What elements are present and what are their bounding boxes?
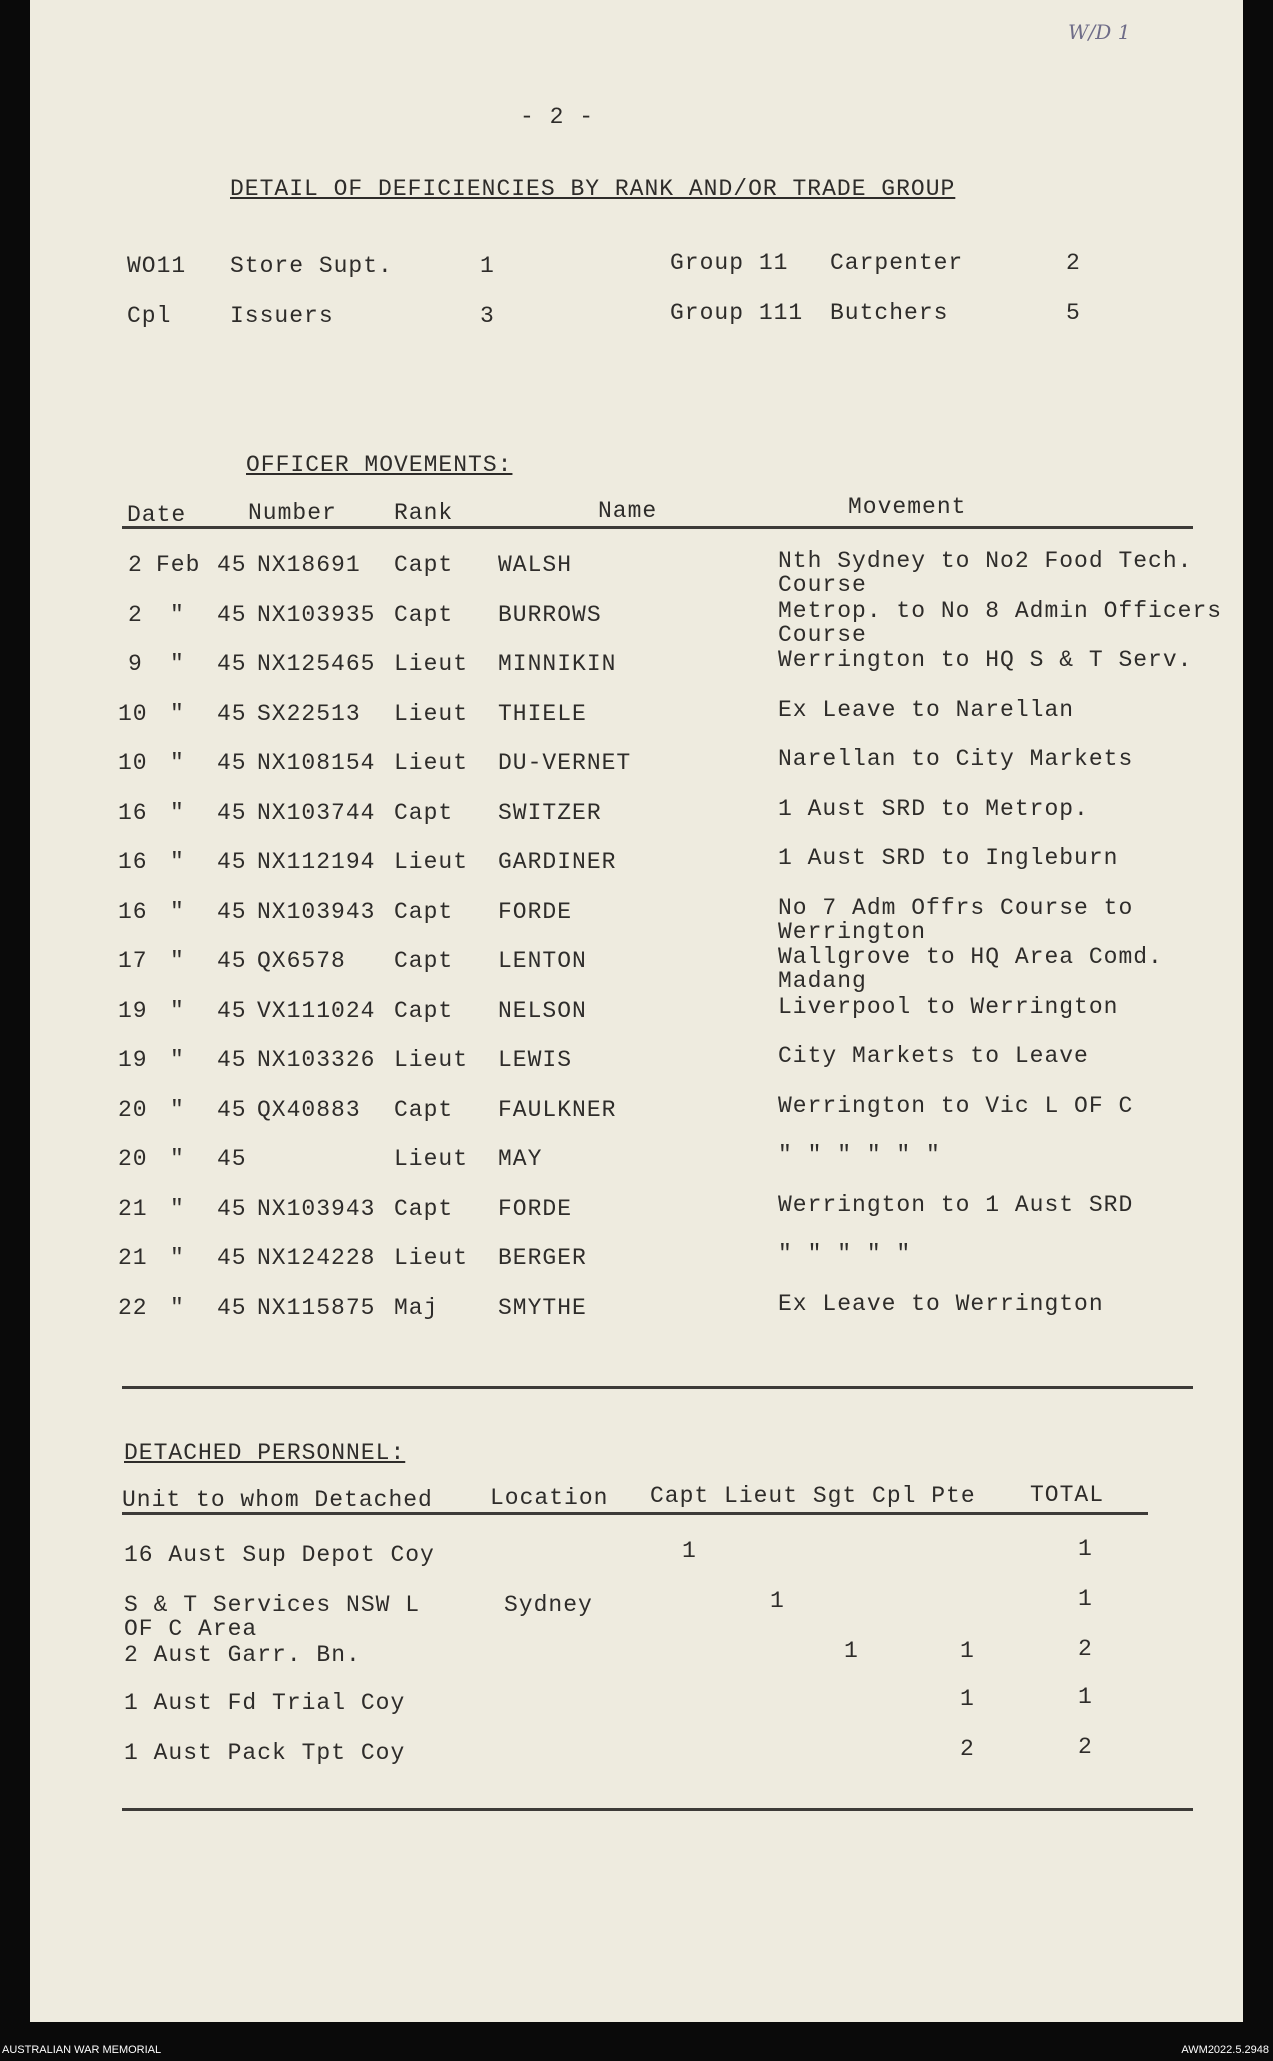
movement-rank: Maj	[394, 1294, 439, 1321]
document-page	[30, 0, 1243, 2022]
detached-personnel-title: DETACHED PERSONNEL:	[124, 1440, 406, 1466]
movement-name: BURROWS	[498, 601, 602, 628]
movement-year: 45	[217, 651, 247, 677]
deficiency-trade: Carpenter	[830, 250, 964, 276]
movement-description-cont: Madang	[778, 968, 867, 994]
movement-name: LEWIS	[498, 1047, 573, 1073]
movement-name: BERGER	[498, 1245, 587, 1271]
movement-number: QX6578	[257, 948, 346, 974]
movement-year: 45	[217, 849, 247, 875]
movement-year: 45	[217, 552, 247, 578]
movement-day: 21	[118, 1245, 148, 1271]
deficiencies-title: DETAIL OF DEFICIENCIES BY RANK AND/OR TRADE GROUP	[230, 176, 956, 202]
movement-month: "	[170, 651, 185, 677]
movement-description: Liverpool to Werrington	[778, 993, 1119, 1020]
movement-description: " " " " " "	[778, 1142, 941, 1168]
header-rank: Rank	[394, 500, 454, 526]
movement-day: 20	[118, 1096, 148, 1123]
officer-movements-title: OFFICER MOVEMENTS:	[246, 452, 513, 478]
movement-rank: Capt	[394, 1195, 454, 1222]
movement-rank: Capt	[394, 1096, 454, 1123]
movement-description: No 7 Adm Offrs Course to	[778, 894, 1134, 921]
footer-left: AUSTRALIAN WAR MEMORIAL	[2, 2044, 162, 2056]
movement-number: QX40883	[257, 1096, 361, 1123]
detached-total: 1	[1078, 1536, 1093, 1562]
movement-description: 1 Aust SRD to Metrop.	[778, 795, 1089, 822]
detached-pte: 2	[960, 1736, 975, 1762]
movement-rank: Lieut	[394, 750, 469, 776]
movement-day: 10	[118, 750, 148, 776]
movement-year: 45	[217, 1047, 247, 1073]
footer-right: AWM2022.5.2948	[1181, 2044, 1269, 2056]
detached-unit: 16 Aust Sup Depot Coy	[124, 1542, 435, 1568]
deficiency-count: 1	[480, 253, 495, 279]
movement-number: NX112194	[257, 849, 376, 875]
detached-sgt: 1	[844, 1638, 859, 1664]
movement-day: 16	[118, 898, 148, 925]
movement-description-cont: Course	[778, 621, 867, 648]
movement-description: Werrington to Vic L OF C	[778, 1092, 1134, 1119]
movement-year: 45	[217, 1195, 247, 1222]
movement-month: "	[170, 799, 185, 826]
movement-month: "	[170, 898, 185, 925]
movement-number: NX124228	[257, 1245, 376, 1271]
movement-description: Wallgrove to HQ Area Comd.	[778, 944, 1163, 970]
movement-number: NX103935	[257, 601, 376, 628]
header-movement: Movement	[848, 494, 967, 520]
movement-day: 16	[118, 799, 148, 826]
deficiency-trade-count: 2	[1066, 250, 1081, 276]
detached-unit: 1 Aust Fd Trial Coy	[124, 1690, 406, 1716]
deficiency-rank: WO11	[127, 253, 187, 279]
movement-name: SWITZER	[498, 799, 602, 826]
movement-description: " " " " "	[778, 1241, 912, 1267]
movement-month: "	[170, 1195, 185, 1222]
movement-year: 45	[217, 948, 247, 974]
movement-day: 17	[118, 948, 148, 974]
movement-month: "	[170, 849, 185, 875]
movement-description: Narellan to City Markets	[778, 746, 1134, 772]
movement-year: 45	[217, 799, 247, 826]
movement-month: "	[170, 750, 185, 776]
movement-year: 45	[217, 1096, 247, 1123]
movement-day: 21	[118, 1195, 148, 1222]
movement-name: THIELE	[498, 700, 587, 727]
detached-header-rule	[122, 1512, 1148, 1515]
movement-name: MAY	[498, 1146, 543, 1172]
movement-year: 45	[217, 1146, 247, 1172]
movement-name: GARDINER	[498, 849, 617, 875]
movement-number: NX103943	[257, 1195, 376, 1222]
movement-day: 19	[118, 997, 148, 1024]
header-ranks: Capt Lieut Sgt Cpl Pte	[650, 1483, 976, 1509]
movement-month: "	[170, 1245, 185, 1271]
movement-rank: Lieut	[394, 1245, 469, 1271]
movement-rank: Capt	[394, 552, 454, 578]
detached-unit: S & T Services NSW L	[124, 1592, 421, 1618]
movement-name: DU-VERNET	[498, 750, 632, 776]
movement-month: "	[170, 1047, 185, 1073]
movement-month: Feb	[156, 552, 201, 578]
movement-year: 45	[217, 898, 247, 925]
movement-rank: Capt	[394, 601, 454, 628]
movement-month: "	[170, 700, 185, 727]
header-unit: Unit to whom Detached	[122, 1487, 433, 1513]
movement-year: 45	[217, 700, 247, 727]
movement-name: FORDE	[498, 898, 573, 925]
detached-total: 2	[1078, 1734, 1093, 1760]
movement-month: "	[170, 601, 185, 628]
deficiency-group: Group 11	[670, 250, 789, 276]
corner-note: W/D 1	[1068, 20, 1131, 44]
movement-day: 20	[118, 1146, 148, 1172]
movement-description: Ex Leave to Narellan	[778, 696, 1075, 723]
header-name: Name	[598, 498, 658, 524]
movement-rank: Lieut	[394, 1146, 469, 1172]
movement-day: 19	[118, 1047, 148, 1073]
movement-number: VX111024	[257, 997, 376, 1024]
detached-total: 2	[1078, 1636, 1093, 1662]
movement-year: 45	[217, 601, 247, 628]
movement-day: 10	[118, 700, 148, 727]
movement-description: Ex Leave to Werrington	[778, 1290, 1104, 1317]
detached-end-rule	[122, 1808, 1193, 1811]
movement-number: NX103744	[257, 799, 376, 826]
detached-unit-cont: OF C Area	[124, 1616, 258, 1642]
detached-pte: 1	[960, 1686, 975, 1712]
header-total: TOTAL	[1030, 1482, 1105, 1508]
movement-month: "	[170, 1146, 185, 1172]
header-date: Date	[127, 502, 187, 528]
movement-year: 45	[217, 1294, 247, 1321]
movement-name: WALSH	[498, 552, 573, 578]
movement-description: City Markets to Leave	[778, 1043, 1089, 1069]
movement-name: NELSON	[498, 997, 587, 1024]
movement-year: 45	[217, 997, 247, 1024]
movements-end-rule	[122, 1386, 1193, 1389]
movement-day: 16	[118, 849, 148, 875]
movement-rank: Lieut	[394, 700, 469, 727]
detached-total: 1	[1078, 1586, 1093, 1612]
movement-description: Werrington to HQ S & T Serv.	[778, 647, 1193, 673]
movement-year: 45	[217, 1245, 247, 1271]
deficiency-role: Store Supt.	[230, 253, 393, 279]
movement-description: Werrington to 1 Aust SRD	[778, 1191, 1134, 1218]
movement-rank: Lieut	[394, 651, 469, 677]
movement-description: Nth Sydney to No2 Food Tech.	[778, 548, 1193, 574]
movement-number: NX125465	[257, 651, 376, 677]
movement-name: FORDE	[498, 1195, 573, 1222]
movement-day: 22	[118, 1294, 148, 1321]
movement-year: 45	[217, 750, 247, 776]
movement-number: SX22513	[257, 700, 361, 727]
movement-description: 1 Aust SRD to Ingleburn	[778, 845, 1119, 871]
deficiency-role: Issuers	[230, 303, 334, 329]
movement-number: NX115875	[257, 1294, 376, 1321]
deficiency-trade: Butchers	[830, 300, 949, 326]
movement-rank: Capt	[394, 898, 454, 925]
movement-name: FAULKNER	[498, 1096, 617, 1123]
movement-month: "	[170, 1294, 185, 1321]
movements-header-rule	[122, 526, 1193, 529]
deficiency-group: Group 111	[670, 300, 804, 326]
movement-description: Metrop. to No 8 Admin Officers	[778, 597, 1223, 624]
movement-day: 2	[128, 601, 143, 628]
movement-month: "	[170, 948, 185, 974]
movement-description-cont: Course	[778, 572, 867, 598]
movement-number: NX18691	[257, 552, 361, 578]
detached-lieut: 1	[770, 1588, 785, 1614]
movement-rank: Lieut	[394, 849, 469, 875]
header-location: Location	[490, 1485, 609, 1511]
movement-day: 9	[128, 651, 143, 677]
detached-unit: 1 Aust Pack Tpt Coy	[124, 1740, 406, 1766]
deficiency-trade-count: 5	[1066, 300, 1081, 326]
deficiency-count: 3	[480, 303, 495, 329]
detached-location: Sydney	[504, 1592, 593, 1618]
header-number: Number	[248, 500, 337, 526]
movement-name: MINNIKIN	[498, 651, 617, 677]
deficiency-rank: Cpl	[127, 303, 172, 329]
movement-rank: Capt	[394, 948, 454, 974]
movement-number: NX108154	[257, 750, 376, 776]
detached-pte: 1	[960, 1638, 975, 1664]
movement-name: SMYTHE	[498, 1294, 587, 1321]
detached-capt: 1	[682, 1538, 697, 1564]
movement-number: NX103326	[257, 1047, 376, 1073]
movement-description-cont: Werrington	[778, 918, 927, 945]
detached-total: 1	[1078, 1684, 1093, 1710]
movement-month: "	[170, 1096, 185, 1123]
movement-day: 2	[128, 552, 143, 578]
movement-number: NX103943	[257, 898, 376, 925]
movement-rank: Lieut	[394, 1047, 469, 1073]
movement-name: LENTON	[498, 948, 587, 974]
page-number: - 2 -	[520, 104, 595, 130]
movement-rank: Capt	[394, 799, 454, 826]
movement-month: "	[170, 997, 185, 1024]
movement-rank: Capt	[394, 997, 454, 1024]
detached-unit: 2 Aust Garr. Bn.	[124, 1642, 361, 1668]
